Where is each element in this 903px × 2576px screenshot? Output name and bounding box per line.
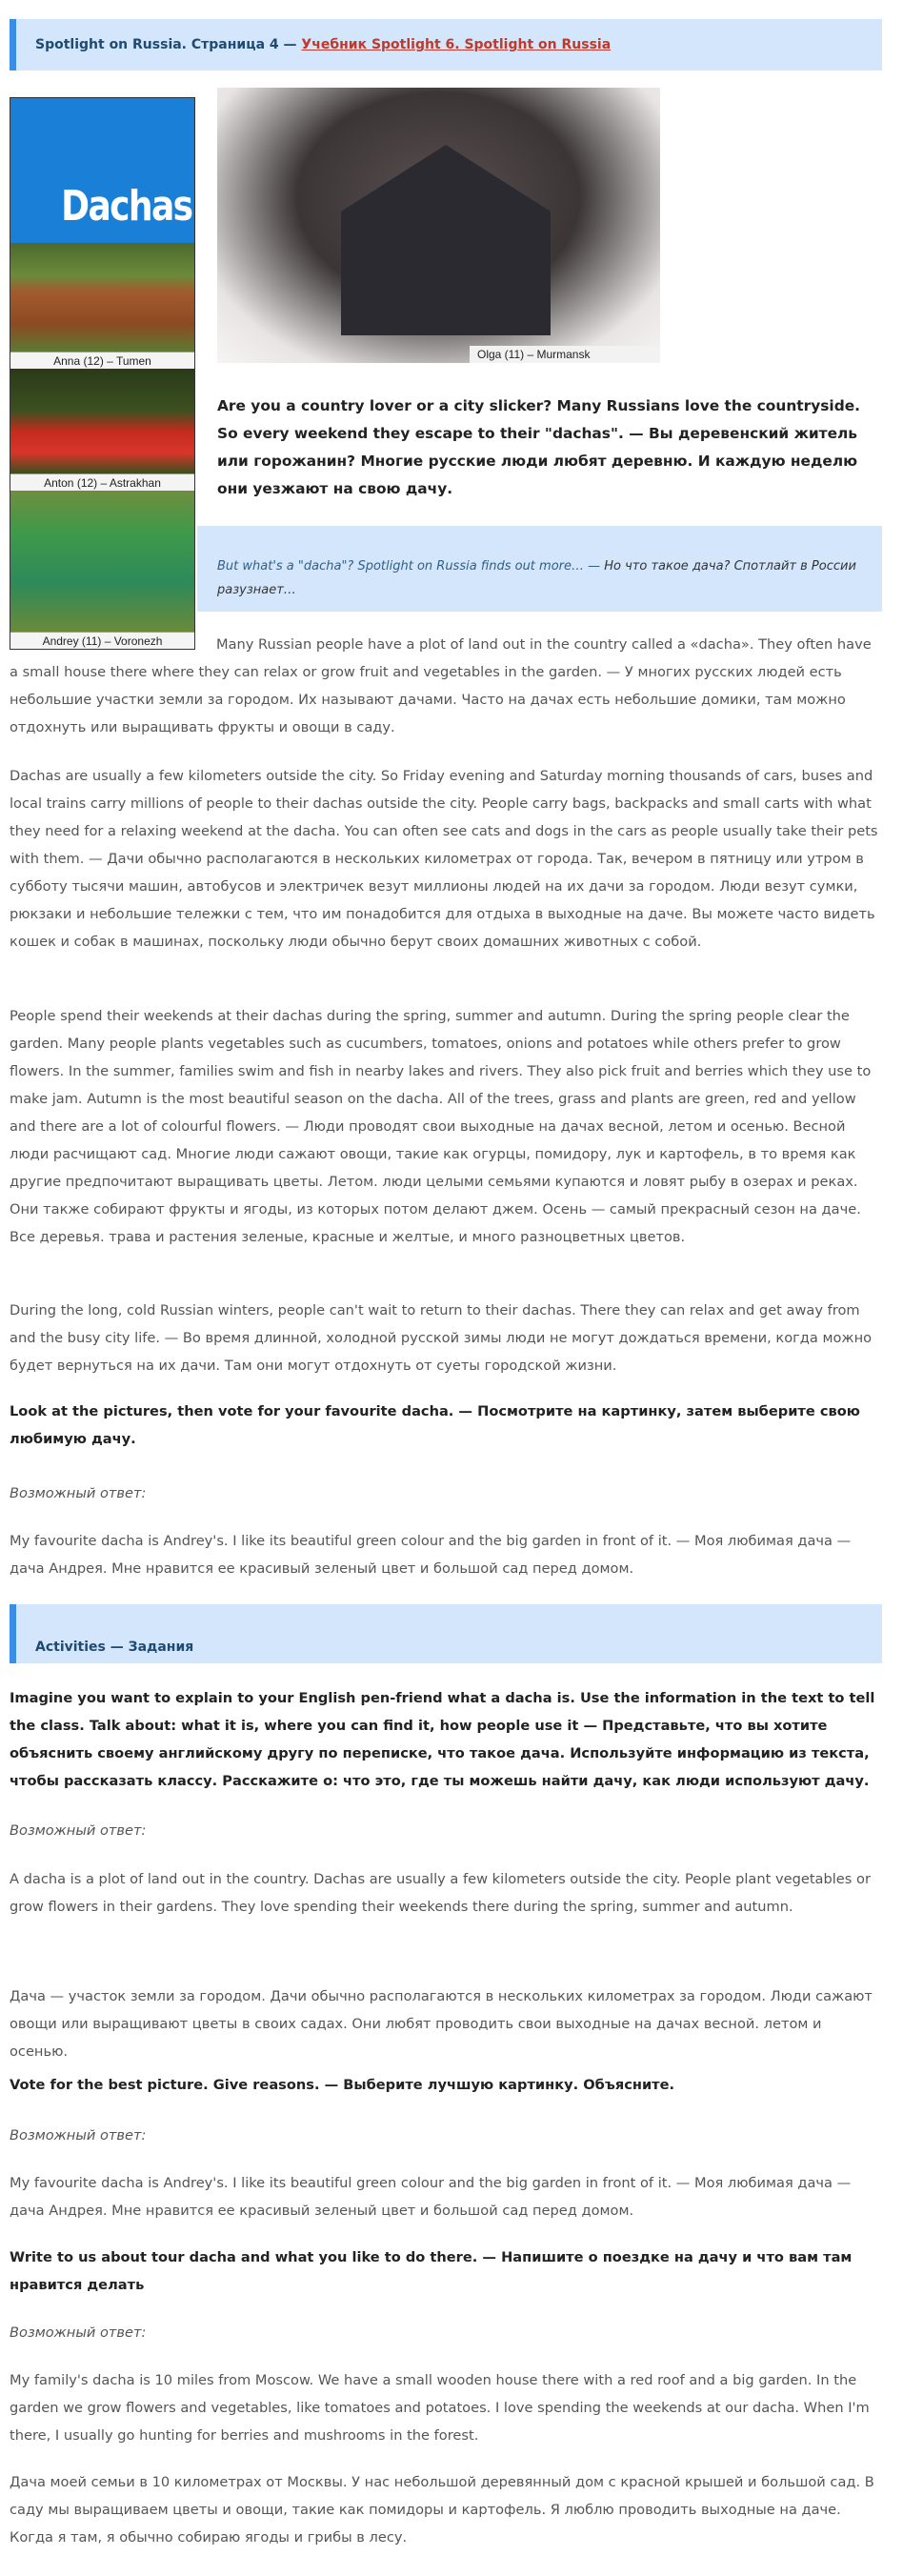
photo-caption: Andrey (11) – Voronezh (10, 632, 194, 649)
tulips-image (10, 369, 194, 473)
possible-answer-label: Возможный ответ: (10, 1822, 147, 1839)
textbook-link[interactable]: Учебник Spotlight 6. Spotlight on Russia (301, 37, 612, 52)
task-prompt: Imagine you want to explain to your English pen-friend what a dacha is. Use the information in the text to tell the class. Talk about: what it is, where you can find it, how people use it — Представьте, что вы хотите объяснить своему английскому другу по переписке, что такое дача. Используйте информацию из текста, чтобы рассказать классу. Расскажите о: что это, где ты можешь найти дачу, как люди используют дачу. (10, 1690, 875, 1789)
paragraph: Many Russian people have a plot of land out in the country called a «dacha». They often have a small house there where they can relax or grow fruit and vegetables in the garden. — У многих русских людей есть небольшие участки земли за городом. Их называют дачами. Часто на дачах есть небольшие домики, там можно отдохнуть или выращивать фрукты и овощи в саду. (10, 636, 872, 735)
answer-text: Дача — участок земли за городом. Дачи обычно располагаются в нескольких километрах за городом. Люди сажают овощи или выращивают цветы в своих садах. Они любят проводить свои выходные на дачах весной. летом и осенью. (10, 1988, 873, 2060)
dachas-banner-word: Dachas (61, 182, 192, 231)
answer-text: Дача моей семьи в 10 километрах от Москвы. У нас небольшой деревянный дом с красной крышей и большой сад. В саду мы выращиваем цветы и овощи, такие как помидоры и картофель. Я люблю проводить выходные на даче. Когда я там, я обычно собираю ягоды и грибы в лесу. (10, 2474, 874, 2546)
dachas-banner (10, 98, 194, 243)
title-separator: — (278, 37, 302, 52)
possible-answer-label: Возможный ответ: (10, 1485, 147, 1501)
paragraph: Dachas are usually a few kilometers outside the city. So Friday evening and Saturday morning thousands of cars, buses and local trains carry millions of people to their dachas outside the city. People carry bags, backpacks and small carts with what they need for a relaxing weekend at the dacha. You can often see cats and dogs in the cars as people usually take their pets with them. — Дачи обычно располагаются в нескольких километрах от города. Так, вечером в пятницу или утром в субботу тысячи машин, автобусов и электричек везут миллионы людей на их дачи за городом. Люди везут сумки, рюкзаки и небольшие тележки с тем, что им понадобится для отдыха в выходные на даче. Вы можете часто видеть кошек и собак в машинах, поскольку люди обычно берут своих домашних животных с собой. (10, 768, 878, 950)
quote-russian: Но что такое дача? Спотлайт в России разузнает… (217, 559, 856, 597)
possible-answer-label: Возможный ответ: (10, 2324, 147, 2341)
winter-house-image (341, 145, 551, 335)
answer-text: My family's dacha is 10 miles from Moscow. We have a small wooden house there with a red roof and a big garden. In the garden we grow flowers and vegetables, like tomatoes and potatoes. I love spending the weekends at our dacha. When I'm there, I usually go hunting for berries and mushrooms in the forest. (10, 2372, 870, 2444)
green-house-image (10, 491, 194, 632)
answer-text: My favourite dacha is Andrey's. I like its beautiful green colour and the big garden in front of it. — Моя любимая дача — дача Андрея. Мне нравится ее красивый зеленый цвет и большой сад перед домом. (10, 2175, 852, 2219)
photo-caption: Anna (12) – Tumen (10, 352, 194, 369)
photo-caption: Olga (11) – Murmansk (470, 346, 660, 363)
activities-title: Activities — Задания (35, 1640, 194, 1655)
wooden-house-image (10, 243, 194, 352)
task-prompt: Write to us about tour dacha and what you like to do there. — Напишите о поездке на дачу и что вам там нравится делать (10, 2249, 853, 2293)
answer-text: A dacha is a plot of land out in the country. Dachas are usually a few kilometers outside the city. People plant vegetables or grow flowers in their gardens. They love spending their weekends there during the spring, summer and autumn. (10, 1871, 871, 1915)
photo-olga (217, 88, 660, 363)
page-title: Spotlight on Russia. Страница 4 (35, 37, 279, 52)
paragraph: People spend their weekends at their dachas during the spring, summer and autumn. During the spring people clear the garden. Many people plants vegetables such as cucumbers, tomatoes, onions and potatoes while others prefer to grow flowers. In the summer, families swim and fish in nearby lakes and rivers. They also pick fruit and berries which they use to make jam. Autumn is the most beautiful season on the dacha. All of the trees, grass and plants are green, red and yellow and there are a lot of colourful flowers. — Люди проводят свои выходные на дачах весной, летом и осенью. Весной люди расчищают сад. Многие люди сажают овощи, такие как огурцы, помидору, лук и картофель, в то время как другие предпочитают выращивать цветы. Летом. люди целыми семьями купаются и ловят рыбу в озерах и реках. Они также собирают фрукты и ягоды, из которых потом делают джем. Осень — самый прекрасный сезон на даче. Все деревья. трава и растения зеленые, красные и желтые, и много разноцветных цветов. (10, 1008, 872, 1245)
activities-bar (10, 1604, 882, 1663)
photo-caption: Anton (12) – Astrakhan (10, 473, 194, 491)
photo-anna (10, 243, 194, 369)
photo-andrey (10, 491, 194, 649)
photo-anton (10, 369, 194, 491)
task-prompt: Look at the pictures, then vote for your favourite dacha. — Посмотрите на картинку, затем выберите свою любимую дачу. (10, 1403, 860, 1447)
quote-english: But what's a "dacha"? Spotlight on Russia finds out more… — (217, 559, 605, 574)
answer-text: My favourite dacha is Andrey's. I like its beautiful green colour and the big garden in front of it. — Моя любимая дача — дача Андрея. Мне нравится ее красивый зеленый цвет и большой сад перед домом. (10, 1533, 852, 1577)
header-bar (10, 19, 882, 70)
task-prompt: Vote for the best picture. Give reasons. — Выберите лучшую картинку. Объясните. (10, 2077, 675, 2093)
possible-answer-label: Возможный ответ: (10, 2127, 147, 2143)
photo-collage (10, 97, 195, 650)
quote-box (197, 526, 882, 612)
paragraph: During the long, cold Russian winters, people can't wait to return to their dachas. There they can relax and get away from and the busy city life. — Во время длинной, холодной русской зимы люди не могут дождаться времени, когда можно будет вернуться на их дачи. Там они могут отдохнуть от суеты городской жизни. (10, 1302, 873, 1374)
intro-text: Are you a country lover or a city slicker? Many Russians love the countryside. So every weekend they escape to their "dachas". — Вы деревенский житель или горожанин? Многие русские люди любят деревню. И каждую неделю они уезжают на свою дачу. (217, 397, 860, 497)
